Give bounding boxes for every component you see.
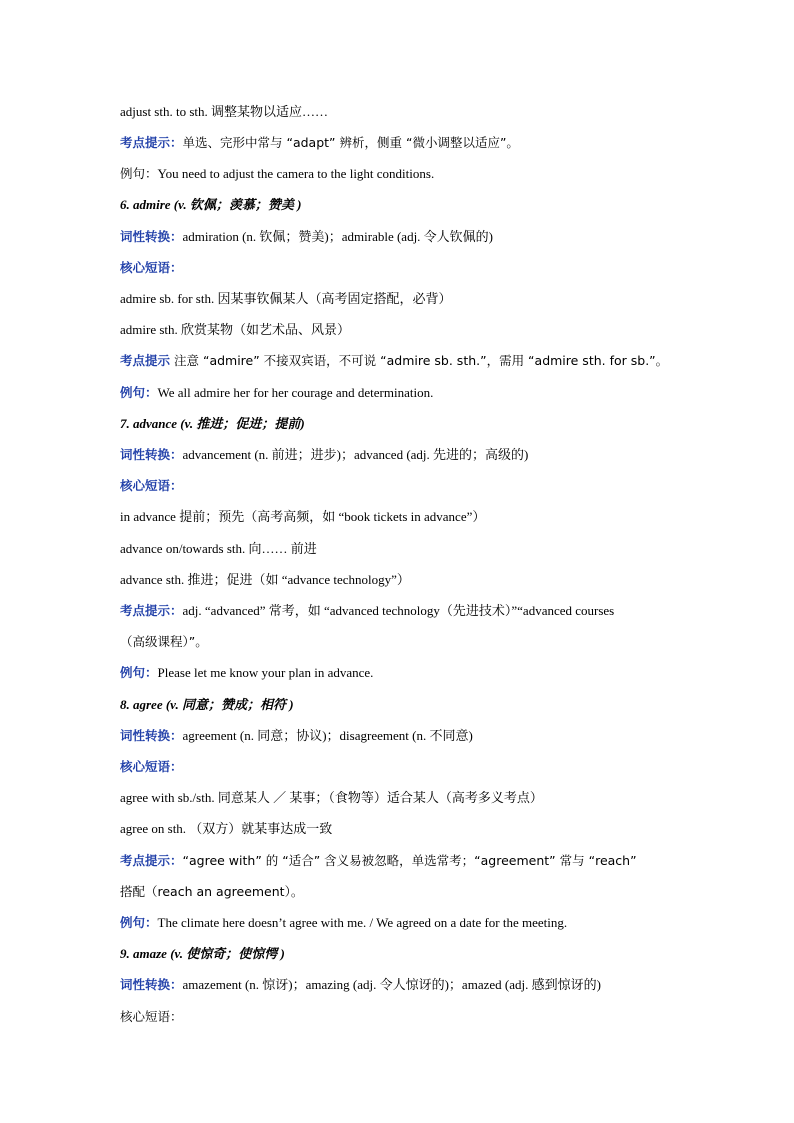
core-phrases-label: 核心短语： bbox=[120, 478, 183, 493]
exam-tip-text: “agree with” 的 “适合” 含义易被忽略，单选常考；“agreement” 常与 “reach” bbox=[182, 853, 637, 868]
word-forms-line bbox=[120, 727, 680, 745]
word-forms-text: admiration (n. 钦佩；赞美)；admirable (adj. 令人钦佩的) bbox=[182, 229, 494, 244]
exam-tip-label: 考点提示： bbox=[120, 853, 183, 868]
exam-tip-line bbox=[120, 852, 680, 870]
word-forms-label: 词性转换： bbox=[120, 447, 183, 462]
phrase-line bbox=[120, 789, 680, 807]
example-text: You need to adjust the camera to the light conditions. bbox=[157, 166, 435, 181]
phrase-text: agree with sb./sth. 同意某人 ／ 某事；（食物等）适合某人（高考多义考点） bbox=[120, 790, 543, 805]
example-label: 例句： bbox=[120, 665, 158, 680]
core-phrases-line bbox=[120, 758, 680, 776]
entry-heading bbox=[120, 415, 680, 433]
example-line bbox=[120, 664, 680, 682]
exam-tip-label: 考点提示 bbox=[120, 353, 171, 368]
core-phrases-line bbox=[120, 1008, 680, 1026]
phrase-line bbox=[120, 820, 680, 838]
exam-tip-text: adj. “advanced” 常考，如 “advanced technology（先进技术）”“advanced courses bbox=[182, 603, 615, 618]
example-line bbox=[120, 914, 680, 932]
entry-heading bbox=[120, 196, 680, 214]
phrase-line bbox=[120, 321, 680, 339]
example-line bbox=[120, 165, 680, 183]
word-forms-line bbox=[120, 228, 680, 246]
exam-tip-line bbox=[120, 134, 680, 152]
entry-heading bbox=[120, 696, 680, 714]
exam-tip-continuation bbox=[120, 883, 680, 901]
phrase-line bbox=[120, 290, 680, 308]
exam-tip-line bbox=[120, 352, 680, 370]
word-forms-line bbox=[120, 976, 680, 994]
example-text: Please let me know your plan in advance. bbox=[157, 665, 374, 680]
entry-heading-text: 7. advance (v. 推进；促进；提前) bbox=[120, 416, 305, 431]
exam-tip-text: 注意 “admire” 不接双宾语，不可说 “admire sb. sth.”，需用 “admire sth. for sb.”。 bbox=[170, 353, 669, 368]
exam-tip-label: 考点提示： bbox=[120, 135, 183, 150]
example-label: 例句： bbox=[120, 166, 158, 181]
example-label: 例句： bbox=[120, 385, 158, 400]
phrase-line bbox=[120, 508, 680, 526]
core-phrases-label: 核心短语： bbox=[120, 1009, 183, 1024]
phrase-line bbox=[120, 571, 680, 589]
exam-tip-continuation bbox=[120, 633, 680, 651]
word-forms-label: 词性转换： bbox=[120, 977, 183, 992]
phrase-line bbox=[120, 540, 680, 558]
core-phrases-label: 核心短语： bbox=[120, 260, 183, 275]
exam-tip-text: 单选、完形中常与 “adapt” 辨析，侧重 “微小调整以适应”。 bbox=[182, 135, 519, 150]
core-phrases-label: 核心短语： bbox=[120, 759, 183, 774]
phrase-text: in advance 提前；预先（高考高频，如 “book tickets in advance”） bbox=[120, 509, 486, 524]
phrase-text: advance sth. 推进；促进（如 “advance technology”） bbox=[120, 572, 410, 587]
example-line bbox=[120, 384, 680, 402]
exam-tip-text: （高级课程）”。 bbox=[120, 634, 208, 649]
phrase-text: adjust sth. to sth. 调整某物以适应…… bbox=[120, 104, 329, 119]
phrase-line bbox=[120, 103, 680, 121]
word-forms-text: advancement (n. 前进；进步)；advanced (adj. 先进的；高级的) bbox=[182, 447, 529, 462]
phrase-text: advance on/towards sth. 向…… 前进 bbox=[120, 541, 317, 556]
word-forms-label: 词性转换： bbox=[120, 728, 183, 743]
entry-heading-text: 6. admire (v. 钦佩；羡慕；赞美 ) bbox=[120, 197, 302, 212]
entry-heading bbox=[120, 945, 680, 963]
exam-tip-text: 搭配（reach an agreement）。 bbox=[120, 884, 304, 899]
phrase-text: admire sth. 欣赏某物（如艺术品、风景） bbox=[120, 322, 351, 337]
core-phrases-line bbox=[120, 477, 680, 495]
phrase-text: admire sb. for sth. 因某事钦佩某人（高考固定搭配，必背） bbox=[120, 291, 452, 306]
exam-tip-label: 考点提示： bbox=[120, 603, 183, 618]
example-text: The climate here doesn’t agree with me. / We agreed on a date for the meeting. bbox=[157, 915, 568, 930]
word-forms-label: 词性转换： bbox=[120, 229, 183, 244]
entry-heading-text: 9. amaze (v. 使惊奇；使惊愕 ) bbox=[120, 946, 285, 961]
phrase-text: agree on sth. （双方）就某事达成一致 bbox=[120, 821, 333, 836]
core-phrases-line bbox=[120, 259, 680, 277]
word-forms-line bbox=[120, 446, 680, 464]
example-label: 例句： bbox=[120, 915, 158, 930]
exam-tip-line bbox=[120, 602, 680, 620]
example-text: We all admire her for her courage and determination. bbox=[157, 385, 434, 400]
entry-heading-text: 8. agree (v. 同意；赞成；相符 ) bbox=[120, 697, 294, 712]
word-forms-text: amazement (n. 惊讶)；amazing (adj. 令人惊讶的)；amazed (adj. 感到惊讶的) bbox=[182, 977, 601, 992]
word-forms-text: agreement (n. 同意；协议)；disagreement (n. 不同意) bbox=[182, 728, 473, 743]
